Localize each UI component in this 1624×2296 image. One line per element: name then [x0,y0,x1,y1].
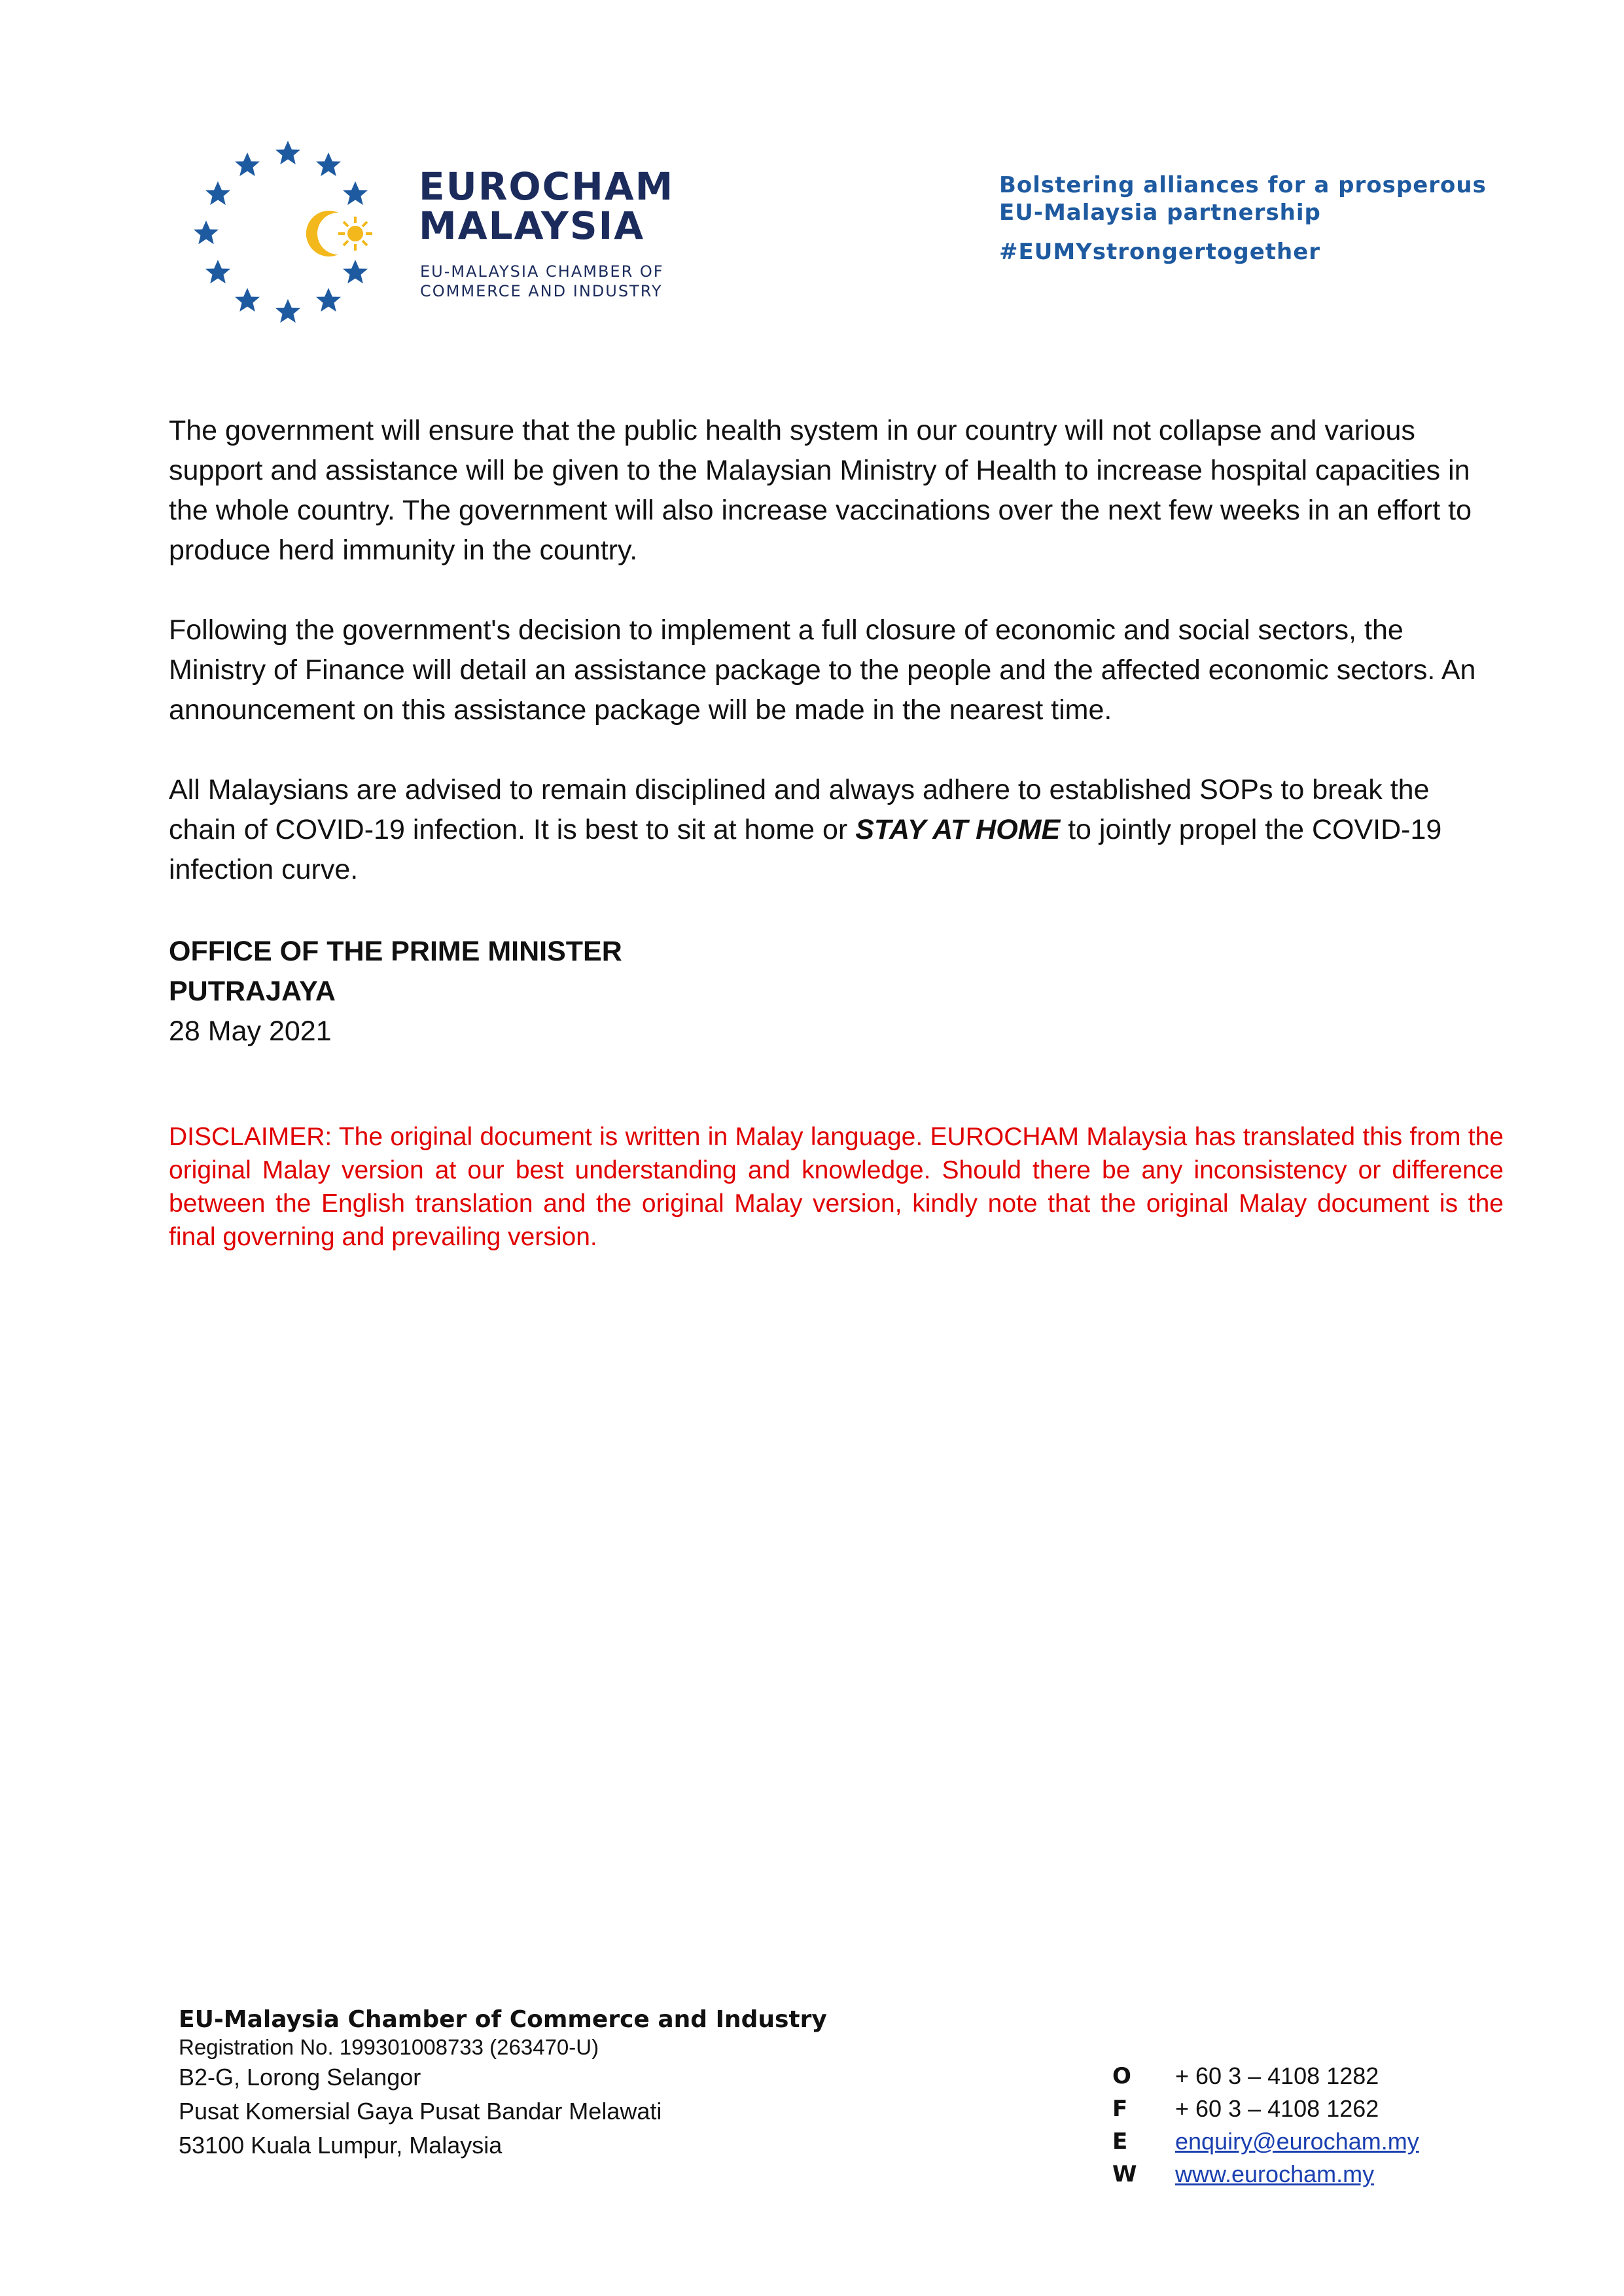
contact-key: F [1112,2096,1128,2122]
contact-phone: + 60 3 – 4108 1282 [1175,2062,1379,2089]
crescent-icon [306,211,338,256]
paragraph-3 [169,770,1504,890]
signoff-date: 28 May 2021 [169,1016,332,1047]
contact-fax [1112,2093,1419,2125]
footer-address-line3: 53100 Kuala Lumpur, Malaysia [179,2132,503,2159]
stay-at-home-emphasis: STAY AT HOME [855,814,1061,845]
paragraph-3-text-end: to jointly propel the COVID-19 infection curve. [169,814,1442,885]
logo-title-line2: MALAYSIA [419,203,645,248]
tagline-line2: EU-Malaysia partnership [999,200,1321,226]
contact-website [1112,2158,1419,2191]
signoff-office: OFFICE OF THE PRIME MINISTER [169,936,622,967]
logo-subtitle-line1: EU-MALAYSIA CHAMBER OF [420,262,664,281]
email-link[interactable]: enquiry@eurocham.my [1175,2128,1419,2155]
footer-org-name: EU-Malaysia Chamber of Commerce and Industry [179,2006,827,2033]
contact-key: O [1112,2063,1131,2089]
footer-contacts [1112,2060,1419,2191]
star-ring-icon [186,134,409,330]
logo-subtitle-line2: COMMERCE AND INDUSTRY [420,282,663,300]
disclaimer: DISCLAIMER: The original document is written in Malay language. EUROCHAM Malaysia has translated this from the original Malay version at our best understanding and knowledge. Should there be any inconsistency or difference between the English translation and the original Malay version, kindly note that the original Malay document is the final governing and prevailing version. [169,1123,1504,1251]
contact-email [1112,2125,1419,2158]
signoff-place: PUTRAJAYA [169,976,336,1007]
eurocham-logo [186,134,723,330]
footer-address-line1: B2-G, Lorong Selangor [179,2064,421,2091]
logo-title-line1: EUROCHAM [419,164,675,209]
sun-icon [338,217,372,251]
tagline [999,171,1523,266]
tagline-line1: Bolstering alliances for a prosperous [999,172,1487,198]
logo-subtitle [420,262,664,301]
website-link[interactable]: www.eurocham.my [1175,2161,1375,2187]
statement-body [169,411,1504,930]
contact-office [1112,2060,1419,2093]
footer-address [179,2005,827,2163]
contact-key: E [1112,2128,1128,2155]
signoff [169,932,622,1051]
logo-title [419,164,675,248]
hashtag: #EUMYstrongertogether [999,239,1321,265]
paragraph-3-text: All Malaysians are advised to remain disciplined and always adhere to established SOPs to break the chain of COVID-19 infection. It is best to sit at home or [169,774,1430,845]
paragraph-1: The government will ensure that the public health system in our country will not collapse and various support and assistance will be given to the Malaysian Ministry of Health to increase hospital capacities in the whole country. The government will also increase vaccinations over the next few weeks in an effort to produce herd immunity in the country. [169,415,1472,566]
paragraph-2: Following the government's decision to implement a full closure of economic and social sectors, the Ministry of Finance will detail an assistance package to the people and the affected economic sectors. An announcement on this assistance package will be made in the nearest time. [169,614,1476,726]
contact-fax-number: + 60 3 – 4108 1262 [1175,2095,1379,2122]
footer-registration: Registration No. 199301008733 (263470-U) [179,2035,599,2059]
contact-key: W [1112,2161,1137,2187]
footer-address-line2: Pusat Komersial Gaya Pusat Bandar Melawati [179,2098,662,2125]
